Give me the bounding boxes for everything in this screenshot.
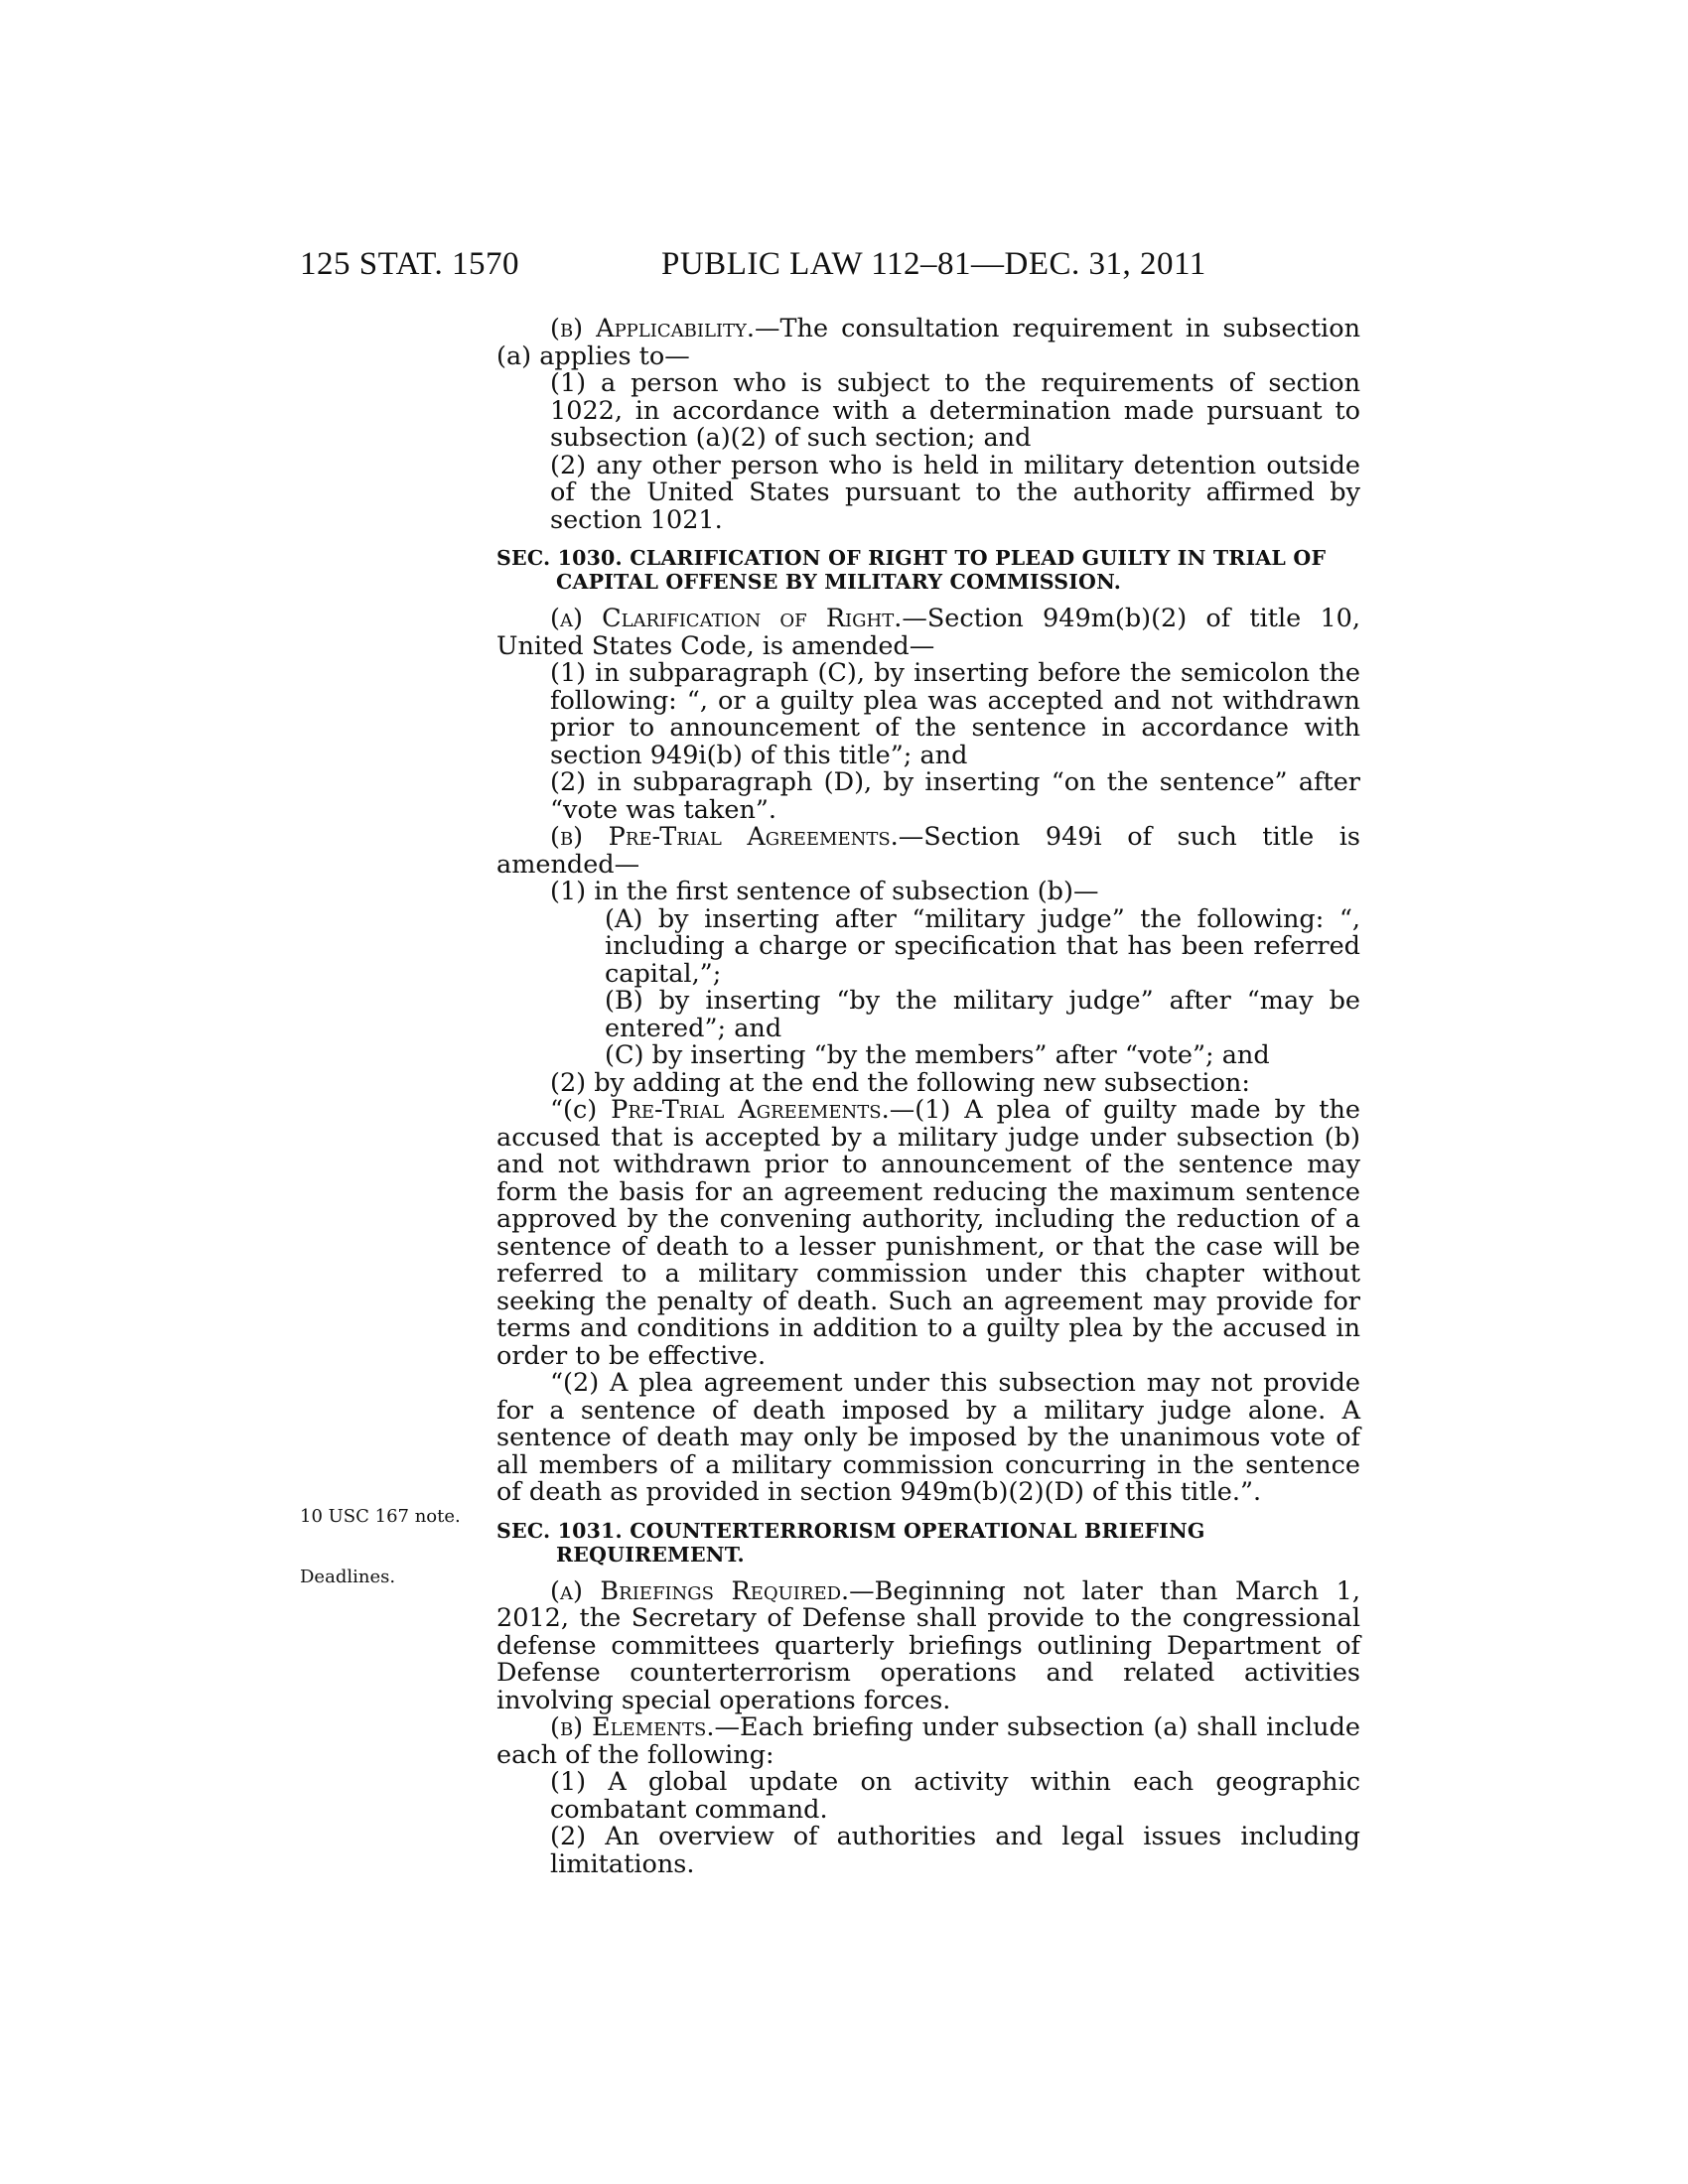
subparagraph-pbA: (A) by inserting after “military judge” the following: “, including a charge or specification that has been referred capital,”;: [605, 903, 1360, 989]
paragraph-a1: (1) in subparagraph (C), by inserting before the semicolon the following: “, or a guilty plea was accepted and not withdrawn prior to announcement of the sentence in accordance with section 949i(b) of this title”; and: [550, 658, 1360, 770]
subsection-b-applicability: [496, 316, 1360, 370]
subsection-text: —Beginning not later than March 1, 2012, the Secretary of Defense shall provide to the congressional defense committees quarterly briefings outlining Department of Defense counterterrorism operations and related activities involving special operations forces.: [496, 1575, 1360, 1715]
subsection-b-pretrial: [496, 824, 1360, 879]
paragraph-pb2: (2) by adding at the end the following new subsection:: [550, 1067, 1250, 1098]
subsection-heading: Pre-Trial Agreements.: [611, 1095, 890, 1125]
subsection-heading: (a) Briefings Required.: [550, 1575, 850, 1606]
subsection-b-elements: [496, 1714, 1360, 1769]
page-running-title: PUBLIC LAW 112–81—DEC. 31, 2011: [661, 246, 1206, 282]
new-subsection-c2: “(2) A plea agreement under this subsection may not provide for a sentence of death imposed by a military judge alone. A sentence of death may only be imposed by the unanimous vote of all members of a military commission concurring in the sentence of death as provided in section 949m(b)(2)(D) of this title.”.: [496, 1368, 1360, 1507]
subsection-a-briefings: [496, 1575, 1360, 1715]
section-1031-heading: SEC. 1031. COUNTERTERRORISM OPERATIONAL BRIEFING REQUIREMENT.: [496, 1518, 1205, 1567]
paragraph-b1: (1) a person who is subject to the requirements of section 1022, in accordance with a determination made pursuant to subsection (a)(2) of such section; and: [550, 368, 1360, 453]
paragraph-b2: (2) any other person who is held in military detention outside of the United States pursuant to the authority affirmed by section 1021.: [550, 450, 1360, 535]
subsection-heading: (a) Clarification of Right.: [550, 604, 903, 633]
margin-note-usc: 10 USC 167 note.: [300, 1506, 461, 1527]
paragraph-e2: (2) An overview of authorities and legal issues including limitations.: [550, 1822, 1360, 1879]
subsection-heading: (b) Pre-Trial Agreements.: [550, 822, 899, 852]
subsection-text: —Section 949i of such title is amended—: [496, 822, 1360, 880]
section-1030-heading: SEC. 1030. CLARIFICATION OF RIGHT TO PLEAD GUILTY IN TRIAL OF CAPITAL OFFENSE BY MILITARY COMMISSION.: [496, 546, 1327, 594]
page-stat-reference: 125 STAT. 1570: [300, 246, 520, 282]
subsection-text: —Each briefing under subsection (a) shall include each of the following:: [496, 1712, 1360, 1770]
subsection-heading: (b) Applicability.: [550, 314, 756, 343]
margin-note-deadlines: Deadlines.: [300, 1567, 396, 1587]
paragraph-pb1: (1) in the first sentence of subsection (b)—: [550, 877, 1099, 906]
subsection-text: —(1) A plea of guilty made by the accused that is accepted by a military judge under subsection (b) and not withdrawn prior to announcement of the sentence may form the basis for an agreement reducing the maximum sentence approved by the convening authority, including the reduction of a sentence of death to a lesser punishment, or that the case will be referred to a military commission under this chapter without seeking the penalty of death. Such an agreement may provide for terms and conditions in addition to a guilty plea by the accused in order to be effective.: [496, 1095, 1360, 1371]
new-subsection-c1: [496, 1097, 1360, 1370]
subsection-text: —The consultation requirement in subsection (a) applies to—: [496, 314, 1360, 371]
subsection-a-clarification: [496, 606, 1360, 660]
paragraph-a2: (2) in subparagraph (D), by inserting “on the sentence” after “vote was taken”.: [550, 767, 1360, 825]
paragraph-e1: (1) A global update on activity within each geographic combatant command.: [550, 1767, 1360, 1825]
subparagraph-pbC: (C) by inserting “by the members” after “vote”; and: [605, 1040, 1270, 1070]
document-body: [496, 316, 1360, 1878]
subsection-heading: (b) Elements.: [550, 1712, 715, 1742]
quote-prefix: “(c): [550, 1095, 612, 1125]
subparagraph-pbB: (B) by inserting “by the military judge” after “may be entered”; and: [605, 986, 1360, 1043]
subsection-text: —Section 949m(b)(2) of title 10, United States Code, is amended—: [496, 604, 1360, 661]
